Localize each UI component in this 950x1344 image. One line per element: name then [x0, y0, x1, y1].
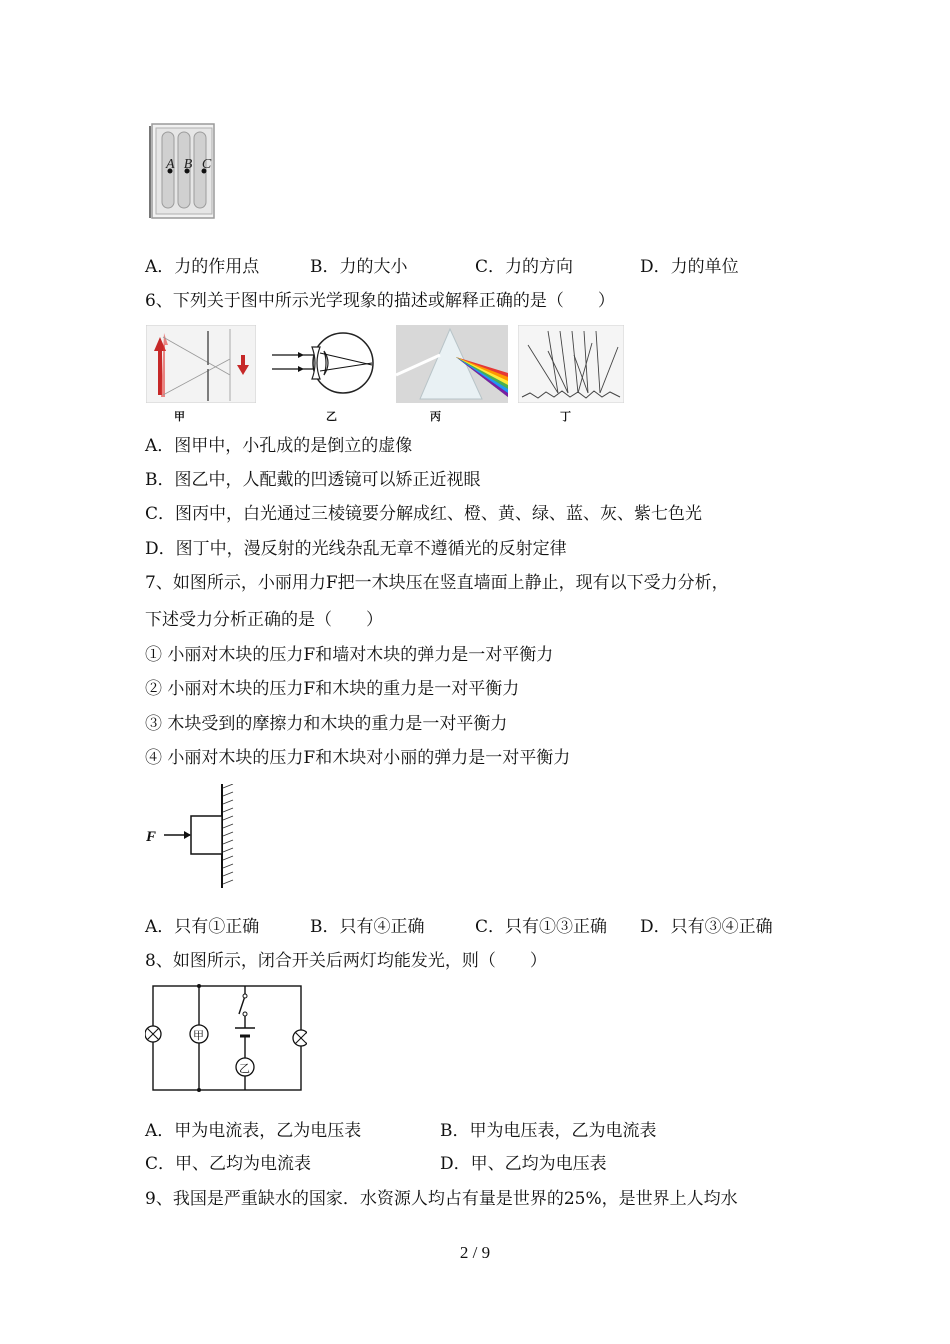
q7-option-c: C．只有①③正确 [475, 917, 608, 937]
q6-option-d: D．图丁中，漫反射的光线杂乱无章不遵循光的反射定律 [145, 539, 567, 559]
page-number: 2 / 9 [459, 1243, 491, 1262]
q7-option-a: A．只有①正确 [145, 917, 260, 937]
force-label: F [146, 829, 157, 845]
q8-option-b: B．甲为电压表，乙为电流表 [440, 1121, 657, 1141]
q8-option-c: C．甲、乙均为电流表 [145, 1154, 312, 1174]
q9-stem: 9、我国是严重缺水的国家．水资源人均占有量是世界的25%，是世界上人均水 [145, 1189, 738, 1209]
q7-option-d: D．只有③④正确 [640, 917, 773, 937]
q8-option-d: D．甲、乙均为电压表 [440, 1154, 607, 1174]
q7-statement-4: ④ 小丽对木块的压力F和木块对小丽的弹力是一对平衡力 [145, 748, 571, 768]
prism-figure [396, 325, 508, 403]
lamp-right-icon [293, 1030, 307, 1046]
circuit-figure [145, 982, 307, 1094]
q7-statement-3: ③ 木块受到的摩擦力和木块的重力是一对平衡力 [145, 714, 508, 734]
q8-stem: 8、如图所示，闭合开关后两灯均能发光，则（ ） [145, 951, 547, 971]
pinhole-figure [146, 325, 256, 403]
q7-option-b: B．只有④正确 [310, 917, 425, 937]
q7-stem-line2: 下述受力分析正确的是（ ） [145, 610, 383, 630]
q8-option-a: A．甲为电流表，乙为电压表 [145, 1121, 362, 1141]
wall-block-figure [144, 784, 244, 890]
lamp-left-icon [145, 1026, 161, 1042]
q6-option-c: C．图丙中，白光通过三棱镜要分解成红、橙、黄、绿、蓝、灰、紫七色光 [145, 504, 703, 524]
q7-statement-2: ② 小丽对木块的压力F和木块的重力是一对平衡力 [145, 679, 520, 699]
q7-statement-1: ① 小丽对木块的压力F和墙对木块的弹力是一对平衡力 [145, 645, 554, 665]
meter-jia-label: 甲 [193, 1029, 204, 1042]
door-figure [148, 122, 220, 222]
q5-option-b: B．力的大小 [310, 257, 408, 277]
diffuse-reflection-figure [518, 325, 624, 403]
q5-option-a: A．力的作用点 [145, 257, 260, 277]
q7-stem-line1: 7、如图所示，小丽用力F把一木块压在竖直墙面上静止，现有以下受力分析， [145, 573, 729, 593]
q6-stem: 6、下列关于图中所示光学现象的描述或解释正确的是（ ） [145, 291, 615, 311]
caption-jia: 甲 [174, 410, 185, 423]
q5-option-c: C．力的方向 [475, 257, 574, 277]
eye-lens-figure [268, 325, 380, 403]
caption-ding: 丁 [560, 410, 571, 423]
door-point-labels: A B C [166, 157, 215, 172]
caption-yi: 乙 [326, 410, 337, 423]
q6-option-a: A．图甲中，小孔成的是倒立的虚像 [145, 436, 413, 456]
q6-option-b: B．图乙中，人配戴的凹透镜可以矫正近视眼 [145, 470, 481, 490]
q5-option-d: D．力的单位 [640, 257, 739, 277]
caption-bing: 丙 [430, 410, 441, 423]
meter-yi-label: 乙 [239, 1062, 250, 1075]
